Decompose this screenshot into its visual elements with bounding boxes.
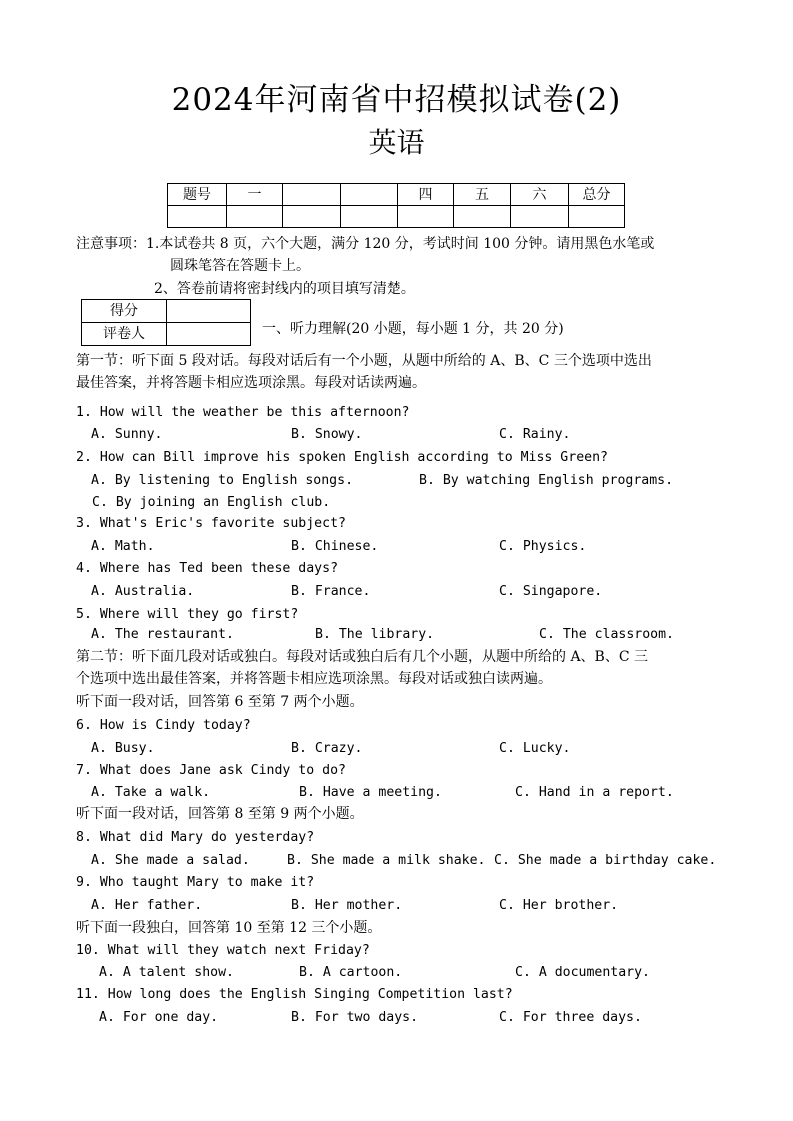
notes-line-1b: 圆珠笔答在答题卡上。 — [170, 258, 310, 274]
intro-q8-q9: 听下面一段对话，回答第 8 至第 9 两个小题。 — [76, 806, 364, 822]
score-header-cell: 四 — [398, 184, 454, 206]
option-b[interactable]: B. Chinese. — [291, 539, 379, 554]
score-value-cell[interactable] — [168, 206, 227, 228]
option-c[interactable]: C. By joining an English club. — [92, 495, 331, 510]
option-a[interactable]: A. Sunny. — [91, 427, 163, 442]
notes-item-1: 1.本试卷共 8 页，六个大题，满分 120 分，考试时间 100 分钟。请用黑色水笔或 — [146, 236, 655, 252]
grader-label: 评卷人 — [82, 323, 167, 346]
option-a[interactable]: A. She made a salad. — [91, 853, 250, 868]
option-b[interactable]: B. Crazy. — [291, 741, 363, 756]
option-b[interactable]: B. By watching English programs. — [419, 473, 674, 488]
score-value-cell[interactable] — [569, 206, 625, 228]
score-table — [167, 183, 625, 228]
option-c[interactable]: C. Her brother. — [499, 898, 619, 913]
question-3: 3. What's Eric's favorite subject? — [76, 516, 346, 531]
score-value-cell[interactable] — [398, 206, 454, 228]
option-a[interactable]: A. The restaurant. — [91, 627, 234, 642]
score-value-cell[interactable] — [511, 206, 569, 228]
score-header-cell — [283, 184, 341, 206]
score-header-cell: 六 — [511, 184, 569, 206]
score-box[interactable] — [167, 300, 251, 323]
score-header-cell: 五 — [454, 184, 511, 206]
question-6: 6. How is Cindy today? — [76, 718, 251, 733]
option-b[interactable]: B. The library. — [315, 627, 435, 642]
option-b[interactable]: B. France. — [291, 584, 371, 599]
score-table-value-row — [168, 206, 625, 228]
option-c[interactable]: C. Hand in a report. — [515, 785, 674, 800]
option-a[interactable]: A. Australia. — [91, 584, 195, 599]
score-header-cell: 一 — [227, 184, 283, 206]
option-c[interactable]: C. The classroom. — [539, 627, 674, 642]
option-b[interactable]: B. She made a milk shake. — [287, 853, 486, 868]
question-9: 9. Who taught Mary to make it? — [76, 875, 315, 890]
grader-table — [81, 299, 251, 346]
option-a[interactable]: A. Busy. — [91, 741, 155, 756]
question-11: 11. How long does the English Singing Competition last? — [76, 987, 513, 1002]
option-b[interactable]: B. Have a meeting. — [299, 785, 442, 800]
part2-instructions-line2: 个选项中选出最佳答案，并将答题卡相应选项涂黑。每段对话或独白读两遍。 — [76, 671, 552, 687]
question-10: 10. What will they watch next Friday? — [76, 943, 370, 958]
option-c[interactable]: C. A documentary. — [515, 965, 650, 980]
option-a[interactable]: A. By listening to English songs. — [91, 473, 354, 488]
option-b[interactable]: B. Her mother. — [291, 898, 403, 913]
question-4: 4. Where has Ted been these days? — [76, 561, 339, 576]
option-c[interactable]: C. Physics. — [499, 539, 587, 554]
notes-label: 注意事项： — [76, 236, 146, 252]
score-value-cell[interactable] — [454, 206, 511, 228]
option-b[interactable]: B. A cartoon. — [299, 965, 403, 980]
grader-box[interactable] — [167, 323, 251, 346]
score-header-cell: 总分 — [569, 184, 625, 206]
notes-line-2: 2、答卷前请将密封线内的项目填写清楚。 — [154, 281, 415, 297]
option-b[interactable]: B. For two days. — [291, 1010, 419, 1025]
score-label: 得分 — [82, 300, 167, 323]
score-value-cell[interactable] — [283, 206, 341, 228]
exam-subject: 英语 — [368, 126, 425, 159]
option-c[interactable]: C. Singapore. — [499, 584, 603, 599]
section1-heading: 一、听力理解(20 小题，每小题 1 分，共 20 分) — [262, 321, 564, 337]
score-header-cell — [341, 184, 398, 206]
option-a[interactable]: A. Her father. — [91, 898, 203, 913]
question-8: 8. What did Mary do yesterday? — [76, 830, 315, 845]
option-c[interactable]: C. She made a birthday cake. — [494, 853, 717, 868]
score-header-cell: 题号 — [168, 184, 227, 206]
intro-q6-q7: 听下面一段对话，回答第 6 至第 7 两个小题。 — [76, 694, 364, 710]
option-a[interactable]: A. A talent show. — [99, 965, 234, 980]
option-a[interactable]: A. Take a walk. — [91, 785, 211, 800]
grader-row-score — [82, 300, 251, 323]
score-table-header-row — [168, 184, 625, 206]
option-b[interactable]: B. Snowy. — [291, 427, 363, 442]
notes-line-1 — [76, 234, 654, 254]
score-value-cell[interactable] — [227, 206, 283, 228]
part1-instructions-line1: 第一节：听下面 5 段对话。每段对话后有一个小题，从题中所给的 A、B、C 三个选项中选出 — [76, 353, 652, 369]
question-2: 2. How can Bill improve his spoken English according to Miss Green? — [76, 450, 608, 465]
part1-instructions-line2: 最佳答案，并将答题卡相应选项涂黑。每段对话读两遍。 — [76, 375, 426, 391]
question-1: 1. How will the weather be this afternoon? — [76, 405, 410, 420]
score-value-cell[interactable] — [341, 206, 398, 228]
part2-instructions-line1: 第二节：听下面几段对话或独白。每段对话或独白后有几个小题，从题中所给的 A、B、C 三 — [76, 649, 649, 665]
intro-q10-q12: 听下面一段独白，回答第 10 至第 12 三个小题。 — [76, 920, 382, 936]
option-a[interactable]: A. For one day. — [99, 1010, 219, 1025]
question-7: 7. What does Jane ask Cindy to do? — [76, 763, 346, 778]
option-a[interactable]: A. Math. — [91, 539, 155, 554]
option-c[interactable]: C. Rainy. — [499, 427, 571, 442]
option-c[interactable]: C. Lucky. — [499, 741, 571, 756]
option-c[interactable]: C. For three days. — [499, 1010, 642, 1025]
grader-row-grader — [82, 323, 251, 346]
question-5: 5. Where will they go first? — [76, 607, 299, 622]
exam-title: 2024年河南省中招模拟试卷(2) — [171, 82, 622, 118]
